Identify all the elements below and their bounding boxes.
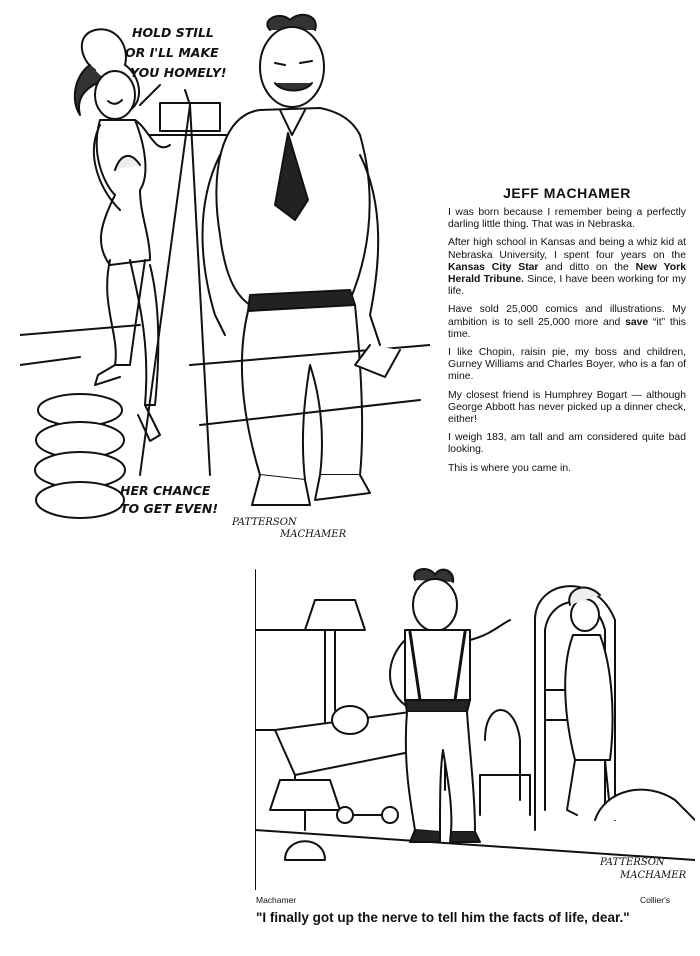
- top-cartoon-caption-line-1: HER CHANCE: [120, 483, 211, 498]
- dresser: [255, 630, 325, 730]
- bio-paragraph-5: My closest friend is Humphrey Bogart — although George Abbott has never picked up a dinner check, either!: [448, 389, 686, 426]
- artist-bio: [448, 185, 686, 481]
- man-figure: [203, 15, 401, 505]
- bio-paragraph-1: I was born because I remember being a perfectly darling little thing. That was in Nebraska.: [448, 207, 686, 231]
- bio-paragraph-6: I weigh 183, am tall and am considered quite bad looking.: [448, 432, 686, 456]
- woman-figure: [75, 29, 170, 441]
- dumbbell: [337, 807, 398, 823]
- top-cartoon-illustration: [20, 5, 430, 545]
- bottom-cartoon-illustration: [255, 560, 695, 890]
- bio-paragraph-2: After high school in Kansas and being a whiz kid at Nebraska University, I spent four years on the Kansas City Star and ditto on the New York Herald Tribune. Since, I have been working for my life.: [448, 237, 687, 298]
- artist-credit: Machamer: [256, 895, 297, 905]
- bio-paragraph-4: I like Chopin, raisin pie, my boss and children, Gurney Williams and Charles Boyer, who is a fan of mine.: [448, 347, 686, 383]
- publication-credit: Collier's: [640, 895, 670, 905]
- top-cartoon-signature-line-2: MACHAMER: [280, 529, 347, 540]
- chair: [480, 710, 530, 815]
- table-lamp: [270, 780, 340, 860]
- top-cartoon-caption-line-2: TO GET EVEN!: [120, 501, 219, 516]
- bio-title: JEFF MACHAMER: [503, 185, 631, 201]
- speech-bubble-line-3: YOU HOMELY!: [130, 65, 227, 80]
- speech-bubble-line-1: HOLD STILL: [132, 25, 214, 40]
- bottom-cartoon-signature-line-2: MACHAMER: [620, 870, 687, 881]
- bottom-cartoon-caption: "I finally got up the nerve to tell him the facts of life, dear.": [256, 910, 630, 925]
- man-figure: [390, 569, 510, 842]
- tire-stack: [35, 394, 125, 518]
- bio-paragraph-3: Have sold 25,000 comics and illustrations. My ambition is to sell 25,000 more and save “it” this time.: [448, 304, 686, 340]
- speech-bubble-line-2: OR I'LL MAKE: [125, 45, 219, 60]
- top-cartoon-signature-line-1: PATTERSON: [232, 517, 297, 528]
- bottom-cartoon-signature-line-1: PATTERSON: [600, 857, 665, 868]
- bio-paragraph-7: This is where you came in.: [448, 462, 572, 474]
